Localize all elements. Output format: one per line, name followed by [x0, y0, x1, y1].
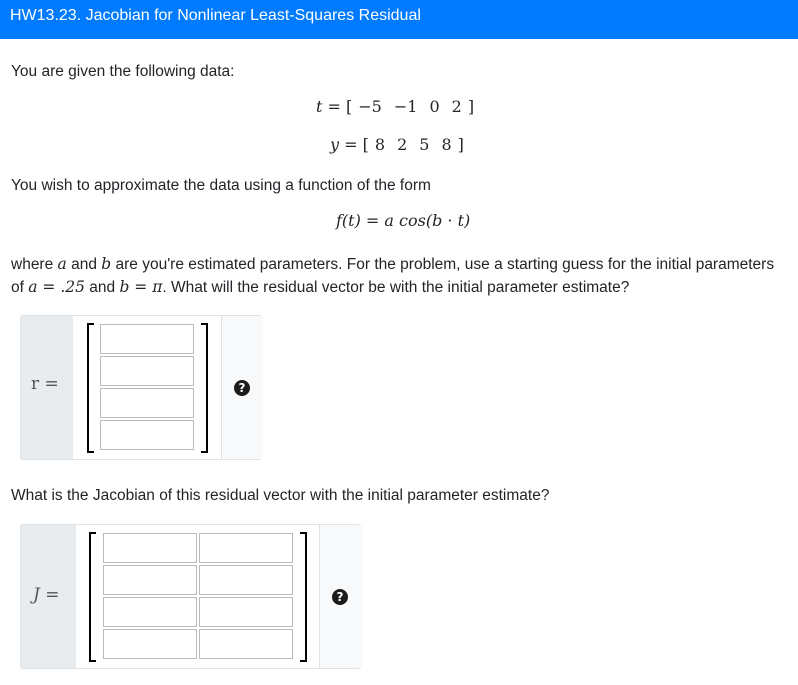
jacobian-label: J =: [33, 585, 60, 605]
params-text: and: [66, 256, 102, 273]
residual-cell-3[interactable]: [100, 388, 194, 418]
y-value: 8: [441, 135, 452, 154]
params-text: where: [11, 256, 58, 273]
residual-label: r =: [31, 374, 59, 394]
residual-matrix: [73, 316, 221, 459]
right-bracket: [300, 532, 307, 662]
params-text: and: [84, 279, 120, 296]
y-label: y: [330, 135, 340, 154]
y-value: 5: [419, 135, 430, 154]
t-vector: t = [ −5 −1 0 2 ]: [316, 97, 475, 116]
param-a-value: a = .25: [28, 278, 85, 296]
jacobian-cell-2-2[interactable]: [199, 565, 293, 595]
t-value: 0: [429, 97, 440, 116]
right-bracket: [201, 323, 208, 453]
t-label: t: [316, 97, 323, 116]
residual-cell-4[interactable]: [100, 420, 194, 450]
params-line-2: [11, 276, 629, 299]
y-vector: y = [ 8 2 5 8 ]: [330, 135, 464, 154]
jacobian-cell-1-2[interactable]: [199, 533, 293, 563]
t-value: −1: [393, 97, 418, 116]
jacobian-cell-4-2[interactable]: [199, 629, 293, 659]
param-b-value: b = π: [119, 278, 163, 296]
jacobian-input-group: [20, 524, 361, 669]
left-bracket: [89, 532, 96, 662]
params-line-1: [11, 253, 774, 276]
jacobian-cell-3-2[interactable]: [199, 597, 293, 627]
jacobian-cell-1-1[interactable]: [103, 533, 197, 563]
residual-cell-1[interactable]: [100, 324, 194, 354]
intro-text: You are given the following data:: [11, 63, 235, 80]
residual-help-area: [221, 316, 263, 459]
help-icon[interactable]: ?: [234, 380, 250, 396]
jacobian-cell-2-1[interactable]: [103, 565, 197, 595]
params-text: . What will the residual vector be with the initial parameter estimate?: [162, 279, 630, 296]
t-value: 2: [451, 97, 462, 116]
param-b: b: [101, 255, 112, 273]
t-value: −5: [358, 97, 382, 116]
jacobian-matrix: [76, 525, 319, 668]
wish-text: You wish to approximate the data using a function of the form: [11, 177, 431, 194]
help-icon[interactable]: ?: [332, 589, 348, 605]
params-text: are you're estimated parameters. For the problem, use a starting guess for the initial parameters: [111, 256, 775, 273]
model-formula: f(t) = a cos(b · t): [336, 211, 471, 230]
params-text: of: [11, 279, 29, 296]
jacobian-cell-4-1[interactable]: [103, 629, 197, 659]
jacobian-help-area: [319, 525, 362, 668]
y-value: 8: [374, 135, 386, 154]
jacobian-cell-3-1[interactable]: [103, 597, 197, 627]
left-bracket: [87, 323, 94, 453]
jacobian-question: What is the Jacobian of this residual vector with the initial parameter estimate?: [11, 487, 550, 504]
param-a: a: [57, 255, 67, 273]
residual-cell-2[interactable]: [100, 356, 194, 386]
y-value: 2: [397, 135, 408, 154]
residual-input-group: [20, 315, 262, 460]
page-title: HW13.23. Jacobian for Nonlinear Least-Squares Residual: [10, 7, 421, 24]
page-header: [0, 0, 798, 39]
